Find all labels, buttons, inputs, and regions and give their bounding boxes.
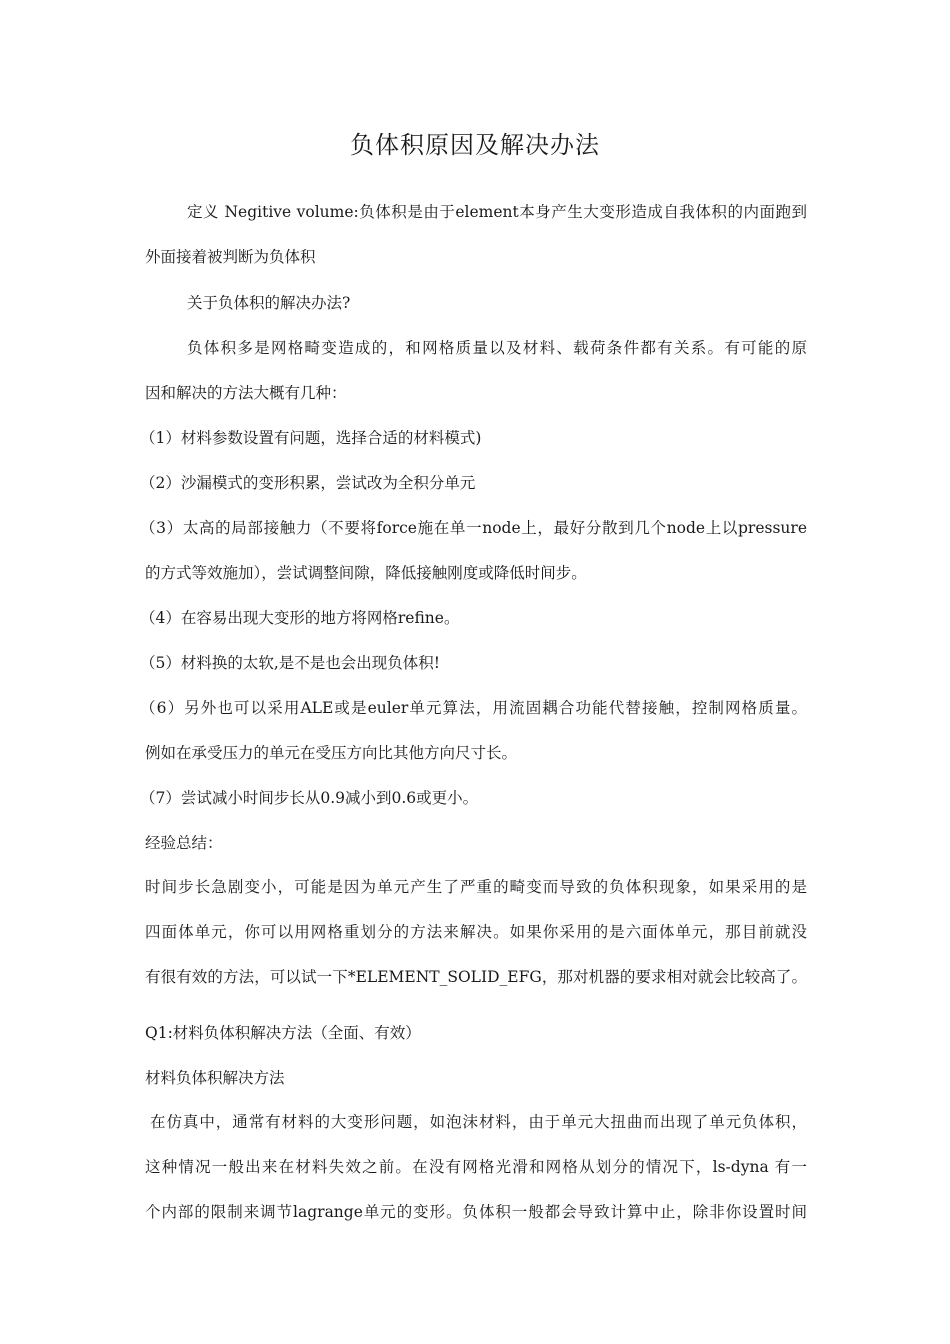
paragraph-line-definition: 定义 Negitive volume:负体积是由于element本身产生大变形造成自我体积的内面跑到 bbox=[187, 203, 807, 221]
list-item-1: （1）材料参数设置有问题，选择合适的材料模式) bbox=[140, 429, 482, 447]
list-item-6-cont: 例如在承受压力的单元在受压方向比其他方向尺寸长。 bbox=[145, 744, 518, 762]
paragraph-line-question: 关于负体积的解决办法? bbox=[187, 294, 351, 312]
list-item-4: （4）在容易出现大变形的地方将网格refine。 bbox=[140, 609, 460, 627]
paragraph-line-q1-3: 个内部的限制来调节lagrange单元的变形。负体积一般都会导致计算中止，除非你设置时间 bbox=[145, 1203, 807, 1221]
list-item-6: （6）另外也可以采用ALE或是euler单元算法，用流固耦合功能代替接触，控制网格质量。 bbox=[140, 699, 807, 717]
section-heading-q1: Q1:材料负体积解决方法（全面、有效） bbox=[145, 1024, 421, 1042]
document-title: 负体积原因及解决办法 bbox=[350, 131, 600, 159]
list-item-3-cont: 的方式等效施加），尝试调整间隙，降低接触刚度或降低时间步。 bbox=[145, 564, 587, 582]
list-item-3: （3）太高的局部接触力（不要将force施在单一node上，最好分散到几个node上以pressure bbox=[140, 519, 807, 537]
paragraph-line-causes-cont: 因和解决的方法大概有几种： bbox=[145, 384, 347, 402]
paragraph-line-summary-3: 有很有效的方法，可以试一下*ELEMENT_SOLID_EFG，那对机器的要求相对就会比较高了。 bbox=[145, 968, 807, 986]
section-subheading: 材料负体积解决方法 bbox=[145, 1069, 285, 1087]
paragraph-line-q1-2: 这种情况一般出来在材料失效之前。在没有网格光滑和网格从划分的情况下，ls-dyna 有一 bbox=[145, 1158, 807, 1176]
paragraph-line-summary-2: 四面体单元，你可以用网格重划分的方法来解决。如果你采用的是六面体单元，那目前就没 bbox=[145, 923, 807, 941]
paragraph-line-q1-1: 在仿真中，通常有材料的大变形问题，如泡沫材料，由于单元大扭曲而出现了单元负体积， bbox=[150, 1113, 807, 1131]
section-heading-summary: 经验总结： bbox=[145, 834, 223, 852]
paragraph-line-summary-1: 时间步长急剧变小，可能是因为单元产生了严重的畸变而导致的负体积现象，如果采用的是 bbox=[145, 878, 807, 896]
list-item-2: （2）沙漏模式的变形积累，尝试改为全积分单元 bbox=[140, 474, 476, 492]
list-item-7: （7）尝试减小时间步长从0.9减小到0.6或更小。 bbox=[140, 789, 479, 807]
list-item-5: （5）材料换的太软,是不是也会出现负体积! bbox=[140, 654, 441, 672]
paragraph-line-causes: 负体积多是网格畸变造成的，和网格质量以及材料、载荷条件都有关系。有可能的原 bbox=[187, 339, 807, 357]
paragraph-line-definition-cont: 外面接着被判断为负体积 bbox=[145, 248, 316, 266]
